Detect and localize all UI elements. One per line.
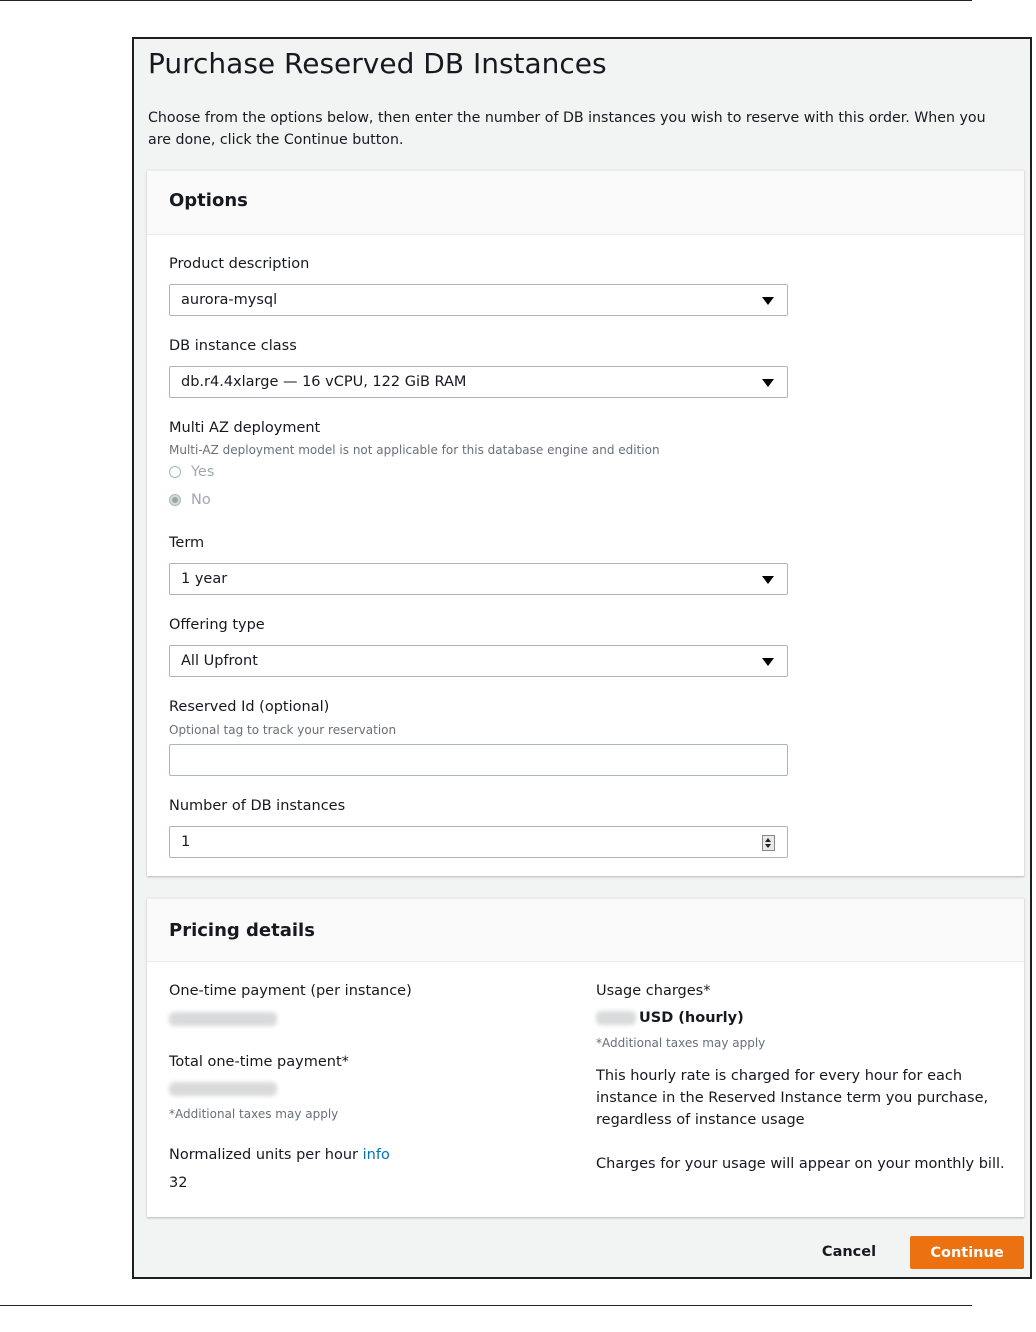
multi-az-label: Multi AZ deployment [169, 420, 321, 436]
product-description-label: Product description [169, 256, 310, 272]
caret-down-icon [762, 658, 774, 666]
total-one-time-payment-label: Total one-time payment* [169, 1054, 349, 1070]
intro-text: Choose from the options below, then enter the number of DB instances you wish to reserve with this order. When you are done, click the Continue button. [148, 110, 986, 148]
usage-charges-label: Usage charges* [596, 983, 711, 999]
number-of-instances-label: Number of DB instances [169, 798, 346, 814]
usage-charges-value-redacted [596, 1011, 636, 1025]
page-title: Purchase Reserved DB Instances [148, 47, 607, 80]
reserved-id-input[interactable] [169, 744, 788, 776]
pricing-panel [147, 898, 1024, 1217]
total-one-time-payment-value-redacted [169, 1082, 277, 1096]
reserved-id-label: Reserved Id (optional) [169, 699, 330, 715]
caret-down-icon [762, 379, 774, 387]
normalized-units-value: 32 [169, 1175, 188, 1191]
hourly-rate-description: This hourly rate is charged for every hour for each instance in the Reserved Instance term you purchase, regardless of instance usage [596, 1068, 989, 1128]
number-of-instances-value: 1 [181, 834, 191, 850]
offering-type-select[interactable] [169, 645, 788, 677]
radio-yes[interactable] [169, 466, 181, 478]
term-select[interactable] [169, 563, 788, 595]
number-of-instances-stepper[interactable] [169, 826, 788, 858]
radio-yes-label: Yes [191, 464, 215, 480]
reserved-id-hint: Optional tag to track your reservation [169, 723, 397, 737]
radio-no[interactable] [169, 494, 181, 506]
multi-az-hint: Multi-AZ deployment model is not applicable for this database engine and edition [169, 443, 660, 457]
one-time-payment-label: One-time payment (per instance) [169, 983, 412, 999]
spinner-arrows-icon[interactable] [762, 835, 775, 851]
normalized-units-label: Normalized units per hour [169, 1147, 359, 1163]
purchase-dialog [132, 37, 1032, 1279]
pricing-heading: Pricing details [147, 899, 1024, 962]
usage-tax-note: *Additional taxes may apply [596, 1036, 766, 1050]
product-description-value: aurora-mysql [181, 292, 278, 308]
options-heading: Options [147, 171, 1024, 235]
normalized-units-row [169, 1147, 390, 1163]
bottom-divider [0, 1305, 972, 1306]
total-payment-tax-note: *Additional taxes may apply [169, 1107, 339, 1121]
monthly-bill-note: Charges for your usage will appear on your monthly bill. [596, 1156, 1005, 1172]
db-instance-class-label: DB instance class [169, 338, 297, 354]
continue-button[interactable]: Continue [910, 1236, 1024, 1269]
info-link[interactable]: info [362, 1147, 390, 1163]
multi-az-no-option[interactable] [169, 492, 211, 508]
caret-down-icon [762, 297, 774, 305]
radio-no-label: No [191, 492, 211, 508]
offering-type-value: All Upfront [181, 653, 258, 669]
db-instance-class-select[interactable] [169, 366, 788, 398]
term-value: 1 year [181, 571, 228, 587]
caret-down-icon [762, 576, 774, 584]
cancel-button[interactable]: Cancel [814, 1236, 884, 1268]
usage-charges-unit: USD (hourly) [639, 1010, 744, 1026]
one-time-payment-value-redacted [169, 1012, 277, 1026]
offering-type-label: Offering type [169, 617, 265, 633]
multi-az-yes-option[interactable] [169, 464, 214, 480]
term-label: Term [169, 535, 205, 551]
options-panel [147, 170, 1024, 876]
product-description-select[interactable] [169, 284, 788, 316]
db-instance-class-value: db.r4.4xlarge — 16 vCPU, 122 GiB RAM [181, 374, 467, 390]
top-divider [0, 0, 972, 1]
